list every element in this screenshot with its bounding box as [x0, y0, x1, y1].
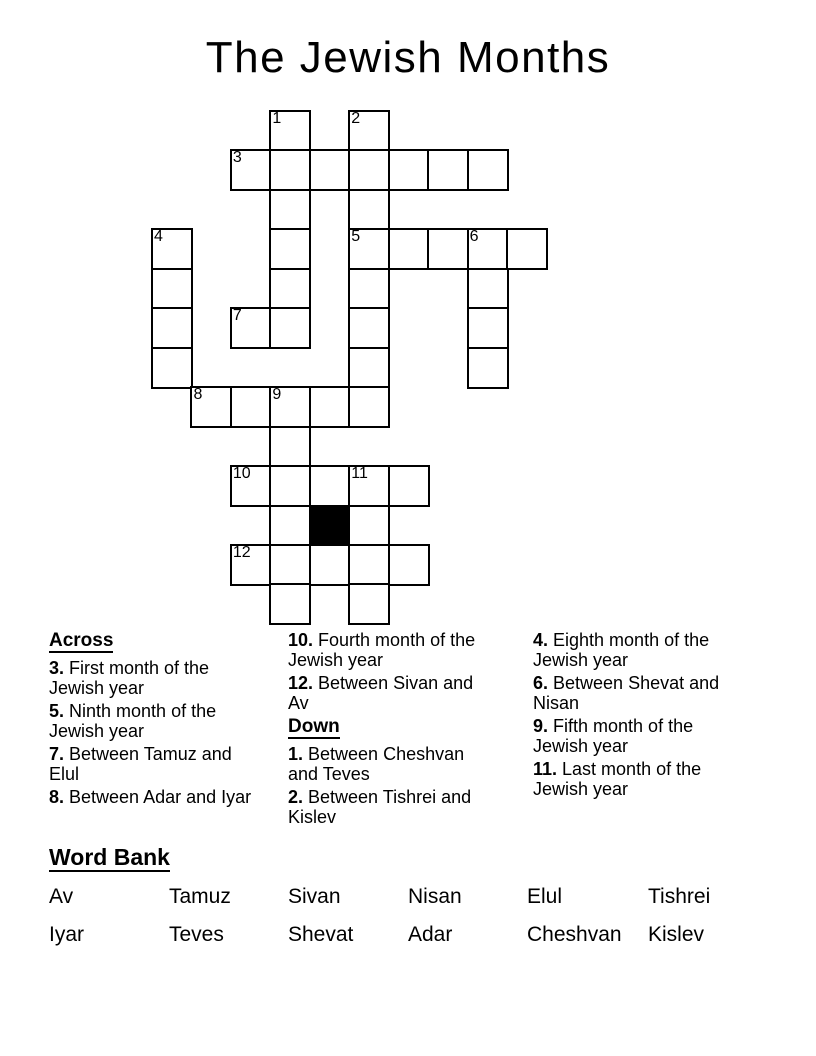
- clue-across-3: [49, 658, 254, 698]
- grid-cell-r2c5[interactable]: [348, 189, 390, 231]
- cell-number-12: 12: [232, 543, 251, 561]
- word-bank-row-1: [49, 885, 789, 911]
- clue-text: Ninth month of the Jewish year: [49, 701, 217, 741]
- clue-number: 3.: [49, 658, 65, 678]
- grid-cell-r11c3[interactable]: [269, 544, 311, 586]
- clue-across-8: [49, 787, 254, 807]
- black-cell: [309, 505, 351, 547]
- grid-cell-r1c8[interactable]: [467, 149, 509, 191]
- cell-number-5: 5: [351, 228, 361, 246]
- clue-number: 7.: [49, 744, 65, 764]
- grid-cell-r0c5[interactable]: [348, 110, 390, 152]
- grid-cell-r3c0[interactable]: [151, 228, 193, 270]
- grid-cell-r9c6[interactable]: [388, 465, 430, 507]
- clue-text: Between Shevat and Nisan: [533, 673, 720, 713]
- grid-cell-r7c3[interactable]: [269, 386, 311, 428]
- cell-number-6: 6: [469, 228, 479, 246]
- grid-cell-r10c3[interactable]: [269, 505, 311, 547]
- grid-cell-r4c8[interactable]: [467, 268, 509, 310]
- clue-column-3: [533, 630, 738, 802]
- grid-cell-r6c5[interactable]: [348, 347, 390, 389]
- clue-across-5: [49, 701, 254, 741]
- clue-text: Between Sivan and Av: [288, 673, 474, 713]
- clue-number: 6.: [533, 673, 549, 693]
- clue-text: Between Tishrei and Kislev: [288, 787, 472, 827]
- clue-across-7: [49, 744, 254, 784]
- clue-down-6: [533, 673, 738, 713]
- grid-cell-r5c5[interactable]: [348, 307, 390, 349]
- clue-number: 5.: [49, 701, 65, 721]
- clue-down-1: [288, 744, 493, 784]
- word-bank-row-2: [49, 923, 789, 949]
- clue-text: Between Tamuz and Elul: [49, 744, 232, 784]
- grid-cell-r8c3[interactable]: [269, 426, 311, 468]
- grid-cell-r9c2[interactable]: [230, 465, 272, 507]
- grid-cell-r3c6[interactable]: [388, 228, 430, 270]
- clue-number: 2.: [288, 787, 304, 807]
- grid-cell-r11c4[interactable]: [309, 544, 351, 586]
- cell-number-9: 9: [272, 386, 282, 404]
- grid-cell-r5c8[interactable]: [467, 307, 509, 349]
- grid-cell-r11c2[interactable]: [230, 544, 272, 586]
- grid-cell-r12c3[interactable]: [269, 583, 311, 625]
- grid-cell-r11c5[interactable]: [348, 544, 390, 586]
- clue-text: First month of the Jewish year: [49, 658, 210, 698]
- clue-column-1: [49, 630, 254, 810]
- grid-cell-r4c5[interactable]: [348, 268, 390, 310]
- grid-cell-r1c3[interactable]: [269, 149, 311, 191]
- grid-cell-r6c8[interactable]: [467, 347, 509, 389]
- grid-cell-r6c0[interactable]: [151, 347, 193, 389]
- word-bank-word: Nisan: [408, 885, 462, 908]
- clue-text: Between Cheshvan and Teves: [288, 744, 465, 784]
- clue-down-4: [533, 630, 738, 670]
- cell-number-3: 3: [232, 149, 242, 167]
- grid-cell-r9c5[interactable]: [348, 465, 390, 507]
- grid-cell-r12c5[interactable]: [348, 583, 390, 625]
- grid-cell-r5c2[interactable]: [230, 307, 272, 349]
- grid-cell-r9c3[interactable]: [269, 465, 311, 507]
- word-bank-word: Sivan: [288, 885, 341, 908]
- clue-text: Eighth month of the Jewish year: [533, 630, 710, 670]
- clue-number: 9.: [533, 716, 549, 736]
- word-bank-word: Elul: [527, 885, 563, 908]
- grid-cell-r3c3[interactable]: [269, 228, 311, 270]
- clue-number: 11.: [533, 759, 558, 779]
- grid-cell-r0c3[interactable]: [269, 110, 311, 152]
- grid-cell-r3c9[interactable]: [506, 228, 548, 270]
- clue-text: Last month of the Jewish year: [533, 759, 702, 799]
- word-bank-word: Tamuz: [169, 885, 231, 908]
- clue-down-9: [533, 716, 738, 756]
- clue-number: 1.: [288, 744, 304, 764]
- clue-across-12: [288, 673, 493, 713]
- grid-cell-r2c3[interactable]: [269, 189, 311, 231]
- word-bank-word: Cheshvan: [527, 923, 622, 946]
- grid-cell-r1c4[interactable]: [309, 149, 351, 191]
- word-bank-word: Iyar: [49, 923, 85, 946]
- grid-cell-r5c0[interactable]: [151, 307, 193, 349]
- grid-cell-r1c6[interactable]: [388, 149, 430, 191]
- cell-number-4: 4: [154, 228, 163, 246]
- grid-cell-r4c3[interactable]: [269, 268, 311, 310]
- clue-text: Fourth month of the Jewish year: [288, 630, 476, 670]
- cell-number-11: 11: [351, 465, 368, 483]
- cell-number-7: 7: [232, 307, 242, 325]
- grid-cell-r1c7[interactable]: [427, 149, 469, 191]
- grid-cell-r7c1[interactable]: [190, 386, 232, 428]
- clue-number: 8.: [49, 787, 65, 807]
- word-bank-word: Shevat: [288, 923, 354, 946]
- grid-cell-r11c6[interactable]: [388, 544, 430, 586]
- word-bank-word: Teves: [169, 923, 224, 946]
- clue-text: Fifth month of the Jewish year: [533, 716, 694, 756]
- word-bank-word: Tishrei: [648, 885, 711, 908]
- cell-number-1: 1: [272, 110, 282, 127]
- grid-cell-r9c4[interactable]: [309, 465, 351, 507]
- word-bank-word: Av: [49, 885, 74, 908]
- crossword-grid: [151, 110, 591, 630]
- grid-cell-r7c4[interactable]: [309, 386, 351, 428]
- grid-cell-r1c2[interactable]: [230, 149, 272, 191]
- across-heading: Across: [49, 630, 114, 651]
- clue-number: 4.: [533, 630, 549, 650]
- clue-down-11: [533, 759, 738, 799]
- grid-cell-r4c0[interactable]: [151, 268, 193, 310]
- grid-cell-r3c8[interactable]: [467, 228, 509, 270]
- cell-number-10: 10: [232, 465, 251, 483]
- clue-column-2: [288, 630, 493, 830]
- grid-cell-r3c5[interactable]: [348, 228, 390, 270]
- page-title: The Jewish Months: [205, 33, 611, 82]
- clue-text: Between Adar and Iyar: [69, 787, 252, 807]
- grid-cell-r1c5[interactable]: [348, 149, 390, 191]
- grid-cell-r10c5[interactable]: [348, 505, 390, 547]
- clue-number: 12.: [288, 673, 314, 693]
- cell-number-8: 8: [193, 386, 203, 404]
- down-heading: Down: [288, 716, 340, 737]
- cell-number-2: 2: [351, 110, 361, 127]
- word-bank-word: Adar: [408, 923, 453, 946]
- grid-cell-r7c2[interactable]: [230, 386, 272, 428]
- word-bank-word: Kislev: [648, 923, 705, 946]
- grid-cell-r3c7[interactable]: [427, 228, 469, 270]
- grid-cell-r7c5[interactable]: [348, 386, 390, 428]
- word-bank-heading: Word Bank: [49, 844, 170, 870]
- clue-number: 10.: [288, 630, 314, 650]
- clue-down-2: [288, 787, 493, 827]
- clue-across-10: [288, 630, 493, 670]
- grid-cell-r5c3[interactable]: [269, 307, 311, 349]
